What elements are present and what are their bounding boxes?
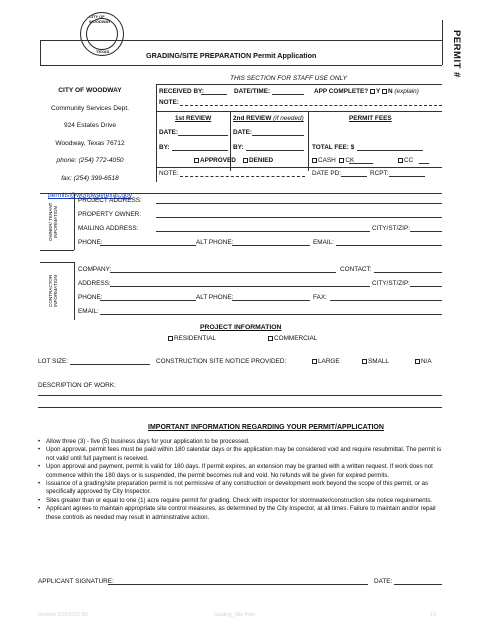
contact-label: CONTACT: bbox=[340, 266, 372, 273]
received-by-field[interactable] bbox=[201, 94, 227, 95]
cc-checkbox[interactable] bbox=[398, 158, 403, 163]
seal-top-text: CITY OF WOODWAY bbox=[89, 14, 111, 24]
staff-note-field[interactable] bbox=[180, 105, 442, 106]
contact-field[interactable] bbox=[374, 272, 442, 273]
owner-section-bottom-rule bbox=[40, 250, 74, 251]
info-bullet-6: • Applicant agrees to maintain appropriate site control measures, as determined by the City Inspector, at all times. Failure to maintain and/or repair these controls as needed may result in administrative action. bbox=[38, 505, 444, 522]
first-review-date-field[interactable] bbox=[178, 135, 228, 136]
lot-size-field[interactable] bbox=[70, 364, 150, 365]
mailing-address-field[interactable] bbox=[156, 231, 370, 232]
explain-label: (explain) bbox=[394, 88, 419, 95]
city-seal bbox=[80, 12, 124, 56]
contractor-email-label: EMAIL: bbox=[78, 308, 99, 315]
contractor-fax-field[interactable] bbox=[330, 300, 442, 301]
applicant-signature-field[interactable] bbox=[108, 584, 368, 585]
site-notice-small-option bbox=[362, 358, 389, 365]
app-complete-no-label: N bbox=[387, 88, 393, 95]
header-left-rule bbox=[40, 40, 41, 65]
footer-page-number: 1/1 bbox=[430, 612, 437, 618]
project-address-label: PROJECT ADDRESS: bbox=[78, 197, 142, 204]
second-note-field[interactable] bbox=[180, 176, 305, 177]
second-review-label: 2nd REVIEW bbox=[233, 115, 272, 122]
residential-label: RESIDENTIAL bbox=[174, 335, 216, 342]
approved-label: APPROVED bbox=[200, 157, 236, 164]
contractor-fax-label: FAX: bbox=[313, 294, 327, 301]
date-paid-field[interactable] bbox=[341, 176, 367, 177]
total-fee-field[interactable] bbox=[357, 150, 423, 151]
cash-label: CASH bbox=[318, 157, 336, 164]
header-bottom-rule bbox=[40, 65, 442, 66]
owner-side-label-line-2: INFORMATION bbox=[53, 206, 59, 238]
footer-revision: Revised 3/15/2023 SR bbox=[38, 612, 89, 618]
contractor-phone-label: PHONE: bbox=[78, 294, 103, 301]
property-owner-label: PROPERTY OWNER: bbox=[78, 211, 141, 218]
info-bullet-5: • Sites greater than or equal to one (1) acre require permit for grading. Check with inspector for stormwater/construction site notice requirements. bbox=[38, 497, 444, 505]
contractor-address-label: ADDRESS: bbox=[78, 280, 111, 287]
na-label: N/A bbox=[421, 358, 432, 365]
second-note-label: NOTE: bbox=[159, 170, 179, 177]
check-checkbox[interactable] bbox=[339, 158, 344, 163]
signature-date-field[interactable] bbox=[394, 584, 442, 585]
second-review-by-field[interactable] bbox=[246, 150, 304, 151]
review-grid-top-rule bbox=[156, 111, 442, 112]
city-street: 924 Estates Drive bbox=[63, 122, 117, 129]
credit-card-option bbox=[398, 157, 413, 164]
small-checkbox[interactable] bbox=[362, 359, 367, 364]
app-complete-label: APP COMPLETE? bbox=[314, 88, 369, 95]
info-bullet-4: • Issuance of a grading/site preparation permit is not permissive of any construction or development work beyond the scope of this permit, or as specifically approved by City Inspector. bbox=[38, 480, 444, 497]
large-label: LARGE bbox=[318, 358, 340, 365]
important-info-heading: IMPORTANT INFORMATION REGARDING YOUR PERMIT/APPLICATION bbox=[148, 424, 384, 431]
date-time-field[interactable] bbox=[272, 94, 304, 95]
project-info-heading: PROJECT INFORMATION bbox=[200, 324, 282, 331]
mailing-address-label: MAILING ADDRESS: bbox=[78, 225, 139, 232]
app-complete-yes-checkbox[interactable] bbox=[370, 89, 375, 94]
owner-email-field[interactable] bbox=[336, 245, 442, 246]
cash-checkbox[interactable] bbox=[312, 158, 317, 163]
owner-section-top-rule bbox=[40, 193, 442, 194]
large-checkbox[interactable] bbox=[312, 359, 317, 364]
contractor-phone-field[interactable] bbox=[100, 300, 196, 301]
property-owner-field[interactable] bbox=[156, 217, 442, 218]
commercial-checkbox[interactable] bbox=[268, 336, 273, 341]
city-phone: phone: (254) 772-4050 bbox=[56, 157, 124, 164]
contractor-section-top-rule bbox=[40, 262, 74, 263]
commercial-option bbox=[268, 335, 317, 342]
owner-alt-phone-field[interactable] bbox=[232, 245, 310, 246]
description-label: DESCRIPTION OF WORK: bbox=[38, 382, 116, 389]
app-complete-yes-label: Y bbox=[376, 88, 381, 95]
owner-city-st-zip-label: CITY/ST/ZIP: bbox=[372, 225, 410, 232]
site-notice-na-option bbox=[415, 358, 432, 365]
important-info-block bbox=[38, 438, 444, 522]
receipt-field[interactable] bbox=[389, 176, 425, 177]
city-state-zip: Woodway, Texas 76712 bbox=[55, 139, 125, 147]
second-review-by-label: BY: bbox=[233, 144, 244, 151]
city-dept: Community Services Dept. bbox=[50, 104, 130, 112]
contractor-side-divider bbox=[74, 262, 75, 320]
review-grid-bottom-rule bbox=[156, 167, 442, 168]
app-complete-question bbox=[314, 88, 419, 95]
site-notice-label: CONSTRUCTION SITE NOTICE PROVIDED: bbox=[156, 358, 287, 365]
denied-label: DENIED bbox=[248, 157, 274, 164]
description-field-line-1[interactable] bbox=[38, 395, 442, 396]
if-needed-label: (if needed) bbox=[273, 115, 304, 122]
receipt-label: RCPT: bbox=[370, 170, 389, 177]
staff-top-rule bbox=[156, 84, 442, 85]
payment-method-options bbox=[312, 157, 354, 164]
contractor-side-label bbox=[48, 265, 58, 317]
owner-phone-label: PHONE: bbox=[78, 239, 103, 246]
contractor-side-label-line-2: INFORMATION bbox=[53, 275, 59, 307]
small-label: SMALL bbox=[368, 358, 389, 365]
site-notice-large-option bbox=[312, 358, 340, 365]
contractor-email-field[interactable] bbox=[100, 314, 442, 315]
owner-alt-phone-label: ALT PHONE: bbox=[196, 239, 234, 246]
residential-checkbox[interactable] bbox=[168, 336, 173, 341]
info-bullet-3: • Upon approval and payment, permit is valid for 180 days. If permit expires, an extension may be granted with a written request. If work does not commence within the 180 days or is suspended, the permit becomes null and void. No refunds will be given for expired permits. bbox=[38, 463, 444, 480]
applicant-signature-label: APPLICANT SIGNATURE: bbox=[38, 578, 114, 585]
staff-note-label: NOTE: bbox=[159, 99, 179, 106]
company-field[interactable] bbox=[110, 272, 336, 273]
description-field-line-2[interactable] bbox=[38, 407, 442, 408]
company-label: COMPANY: bbox=[78, 266, 112, 273]
important-info-list bbox=[38, 438, 444, 522]
commercial-label: COMMERCIAL bbox=[274, 335, 318, 342]
owner-email-label: EMAIL: bbox=[313, 239, 334, 246]
header-top-rule bbox=[40, 40, 442, 41]
review-divider-2 bbox=[308, 111, 309, 171]
signature-date-label: DATE: bbox=[374, 578, 393, 585]
owner-city-st-zip-field[interactable] bbox=[410, 231, 442, 232]
first-review-heading: 1st REVIEW bbox=[175, 115, 212, 122]
contractor-alt-phone-label: ALT PHONE: bbox=[196, 294, 234, 301]
approved-checkbox[interactable] bbox=[194, 158, 199, 163]
info-bullet-2: • Upon approval, permit fees must be paid within 180 calendar days or the application may be considered void and require resubmittal. The permit is not valid until full payment is received. bbox=[38, 446, 444, 463]
city-name: CITY OF WOODWAY bbox=[58, 87, 122, 94]
first-review-by-field[interactable] bbox=[172, 150, 228, 151]
second-review-heading bbox=[233, 115, 304, 122]
city-fax: fax: (254) 399-6518 bbox=[61, 174, 119, 182]
review-decision-options bbox=[194, 157, 273, 164]
project-type-options bbox=[168, 335, 216, 342]
contractor-city-st-zip-field[interactable] bbox=[410, 286, 442, 287]
header-right-rule bbox=[442, 20, 443, 65]
owner-side-divider bbox=[74, 193, 75, 250]
received-by-label: RECEIVED BY: bbox=[159, 88, 204, 95]
project-address-field[interactable] bbox=[156, 203, 442, 204]
app-complete-no-checkbox[interactable] bbox=[382, 89, 387, 94]
form-title: GRADING/SITE PREPARATION Permit Application bbox=[146, 51, 317, 60]
first-review-by-label: BY: bbox=[159, 144, 170, 151]
staff-heading: THIS SECTION FOR STAFF USE ONLY bbox=[230, 75, 347, 82]
footer-form-name: Grading_Site Prep bbox=[214, 612, 256, 618]
owner-side-label-line-1: OWNER/ TENANT bbox=[48, 202, 53, 242]
date-time-label: DATE/TIME: bbox=[234, 88, 271, 95]
contractor-alt-phone-field[interactable] bbox=[232, 300, 310, 301]
seal-bottom-text: TEXAS bbox=[96, 49, 110, 54]
contractor-side-label-line-1: CONTRACTOR bbox=[48, 274, 53, 308]
second-review-date-field[interactable] bbox=[252, 135, 304, 136]
first-review-date-label: DATE: bbox=[159, 129, 179, 136]
check-number-field[interactable] bbox=[349, 163, 373, 164]
denied-checkbox[interactable] bbox=[243, 158, 248, 163]
info-bullet-1: • Allow three (3) - five (5) business days for your application to be processed. bbox=[38, 438, 444, 446]
permit-fees-heading: PERMIT FEES bbox=[349, 115, 392, 122]
na-checkbox[interactable] bbox=[415, 359, 420, 364]
permit-number-label: PERMIT # bbox=[451, 30, 462, 78]
cc-field[interactable] bbox=[419, 163, 429, 164]
contractor-city-st-zip-label: CITY/ST/ZIP: bbox=[372, 280, 410, 287]
owner-side-label bbox=[48, 196, 58, 248]
city-info-block bbox=[28, 82, 152, 205]
date-paid-label: DATE PD: bbox=[312, 170, 341, 177]
cc-label: CC bbox=[404, 157, 414, 164]
owner-phone-field[interactable] bbox=[100, 245, 196, 246]
city-email-link[interactable]: permits@woodwaytexas.gov bbox=[47, 192, 133, 199]
lot-size-label: LOT SIZE: bbox=[38, 358, 69, 365]
contractor-address-field[interactable] bbox=[110, 286, 370, 287]
total-fee-label: TOTAL FEE: $ bbox=[312, 144, 355, 151]
check-label: CK bbox=[345, 157, 355, 164]
second-review-date-label: DATE: bbox=[233, 129, 253, 136]
